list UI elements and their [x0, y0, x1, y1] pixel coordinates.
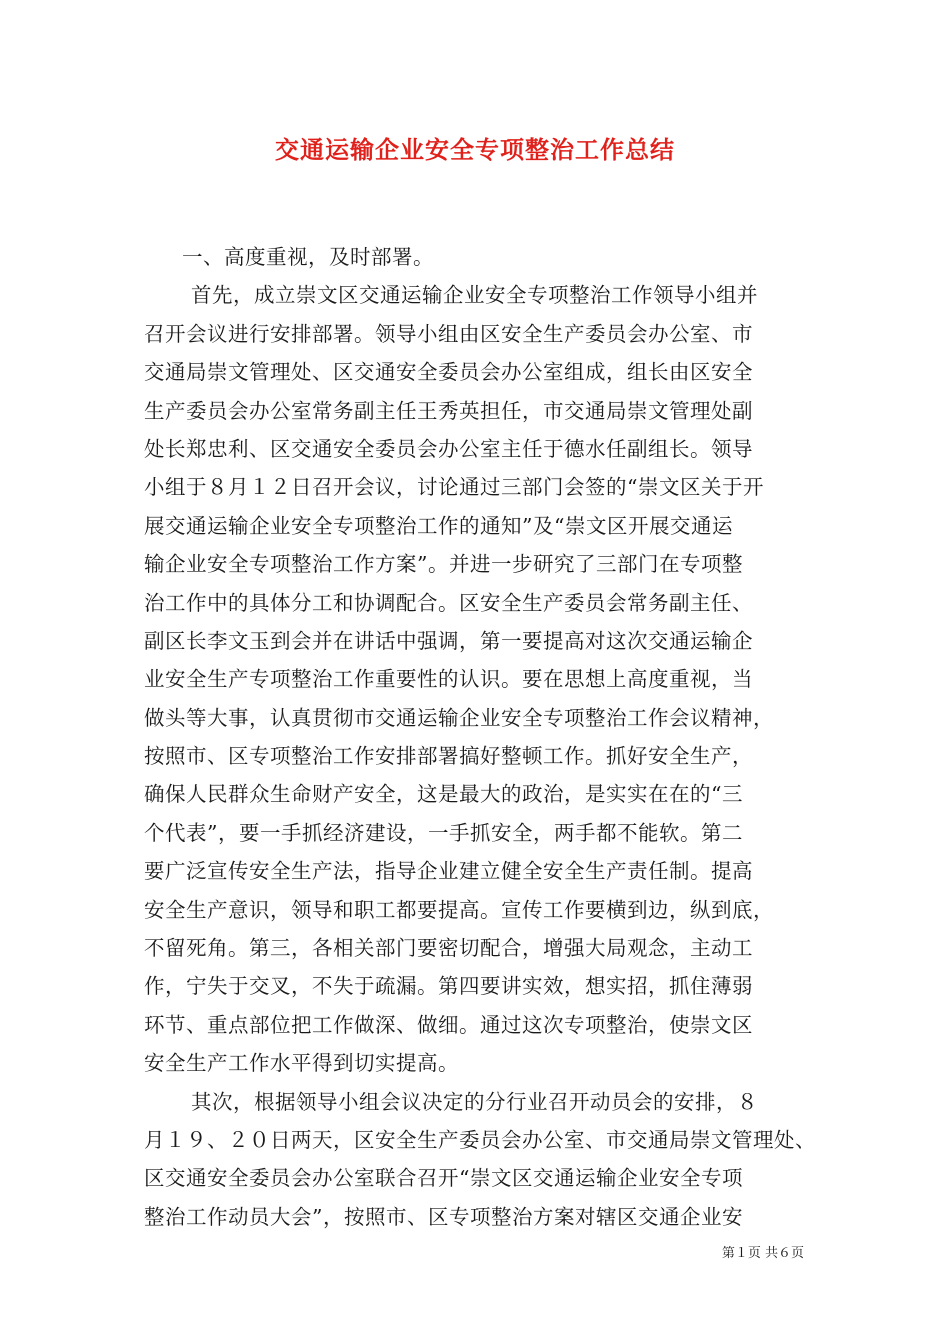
section-heading: 一、高度重视，及时部署。	[182, 245, 434, 269]
paragraph-line: 作，宁失于交叉，不失于疏漏。第四要讲实效，想实招，抓住薄弱	[144, 974, 753, 999]
paragraph-line: 月１９、２０日两天，区安全生产委员会办公室、市交通局崇文管理处、	[144, 1127, 816, 1152]
document-title: 交通运输企业安全专项整治工作总结	[275, 135, 675, 164]
paragraph-line: 首先，成立崇文区交通运输企业安全专项整治工作领导小组并	[191, 283, 758, 308]
page-number: 第１页 共６页	[721, 1246, 804, 1261]
paragraph-line: 交通局崇文管理处、区交通安全委员会办公室组成，组长由区安全	[144, 360, 753, 385]
paragraph-line: 小组于８月１２日召开会议，讨论通过三部门会签的“崇文区关于开	[144, 475, 764, 500]
paragraph-line: 处长郑忠利、区交通安全委员会办公室主任于德水任副组长。领导	[144, 436, 753, 461]
paragraph-line: 其次，根据领导小组会议决定的分行业召开动员会的安排，８	[191, 1089, 758, 1114]
paragraph-line: 不留死角。第三，各相关部门要密切配合，增强大局观念，主动工	[144, 936, 753, 961]
paragraph-line: 安全生产意识，领导和职工都要提高。宣传工作要横到边，纵到底，	[144, 897, 774, 922]
paragraph-line: 召开会议进行安排部署。领导小组由区安全生产委员会办公室、市	[144, 321, 753, 346]
paragraph-line: 副区长李文玉到会并在讲话中强调，第一要提高对这次交通运输企	[144, 628, 753, 653]
paragraph-line: 环节、重点部位把工作做深、做细。通过这次专项整治，使崇文区	[144, 1012, 753, 1037]
paragraph-line: 按照市、区专项整治工作安排部署搞好整顿工作。抓好安全生产，	[144, 744, 753, 769]
paragraph-line: 区交通安全委员会办公室联合召开“崇文区交通运输企业安全专项	[144, 1166, 743, 1191]
paragraph-line: 做头等大事，认真贯彻市交通运输企业安全专项整治工作会议精神，	[144, 705, 774, 730]
paragraph-line: 整治工作动员大会”，按照市、区专项整治方案对辖区交通企业安	[144, 1204, 743, 1229]
paragraph-line: 安全生产工作水平得到切实提高。	[144, 1051, 459, 1076]
paragraph-line: 展交通运输企业安全专项整治工作的通知”及“崇文区开展交通运	[144, 513, 733, 538]
paragraph-line: 输企业安全专项整治工作方案”。并进一步研究了三部门在专项整	[144, 552, 743, 577]
paragraph-line: 要广泛宣传安全生产法，指导企业建立健全安全生产责任制。提高	[144, 859, 753, 884]
document-body	[144, 238, 816, 1236]
paragraph-line: 治工作中的具体分工和协调配合。区安全生产委员会常务副主任、	[144, 590, 753, 615]
paragraph-line: 确保人民群众生命财产安全，这是最大的政治，是实实在在的“三	[144, 782, 743, 807]
paragraph-line: 业安全生产专项整治工作重要性的认识。要在思想上高度重视，当	[144, 667, 753, 692]
paragraph-line: 个代表”，要一手抓经济建设，一手抓安全，两手都不能软。第二	[144, 820, 743, 845]
paragraph-line: 生产委员会办公室常务副主任王秀英担任，市交通局崇文管理处副	[144, 398, 753, 423]
